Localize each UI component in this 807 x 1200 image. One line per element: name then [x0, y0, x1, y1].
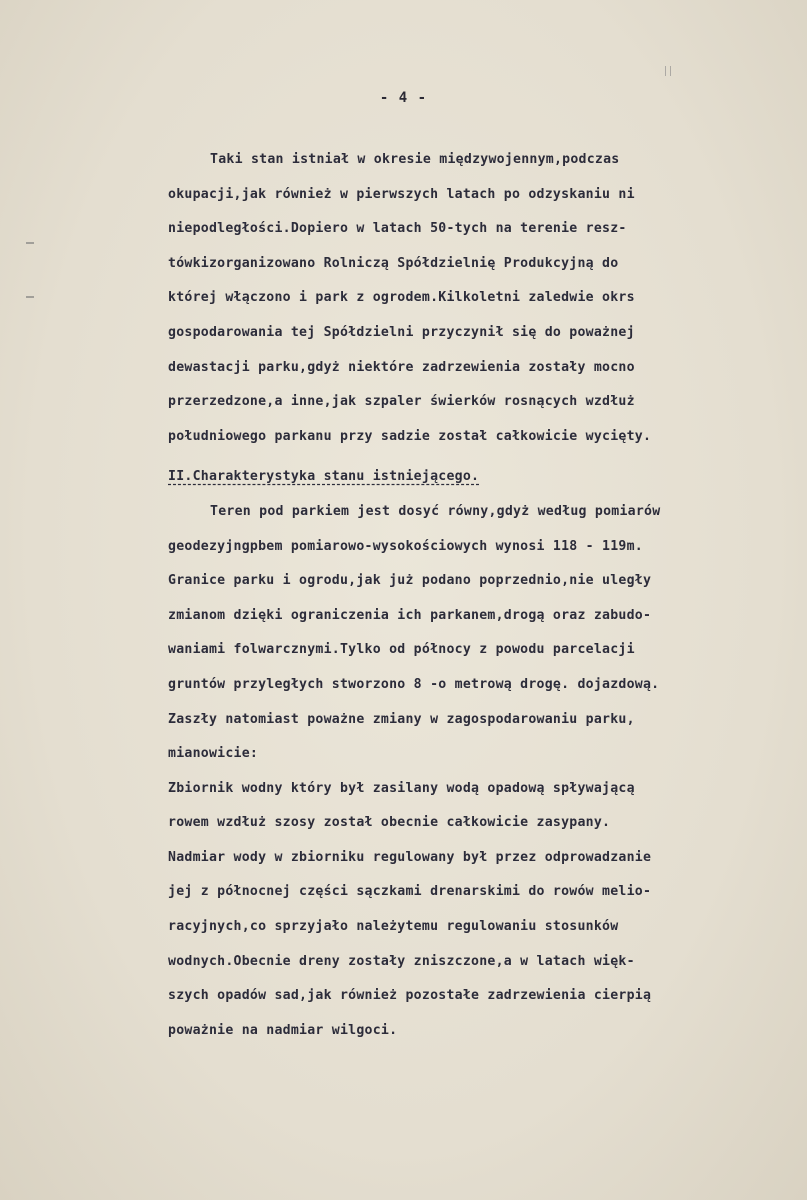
text-line: Taki stan istniał w okresie międzywojennym,podczas	[210, 152, 620, 167]
text-line: której włączono i park z ogrodem.Kilkoletni zaledwie okrs	[168, 290, 635, 306]
text-line: Zaszły natomiast poważne zmiany w zagospodarowaniu parku,	[168, 711, 635, 727]
text-line: dewastacji parku,gdyż niektóre zadrzewienia zostały mocno	[168, 359, 635, 375]
text-line: Granice parku i ogrodu,jak już podano poprzednio,nie uległy	[168, 573, 652, 589]
text-line: gospodarowania tej Spółdzielni przyczynił się do poważnej	[168, 324, 635, 340]
text-line: mianowicie:	[168, 746, 259, 762]
text-line: Nadmiar wody w zbiorniku regulowany był przez odprowadzanie	[168, 849, 652, 865]
text-line: szych opadów sad,jak również pozostałe zadrzewienia cierpią	[168, 988, 652, 1004]
margin-mark	[26, 296, 34, 298]
text-line: Zbiornik wodny który był zasilany wodą opadową spływającą	[168, 780, 635, 796]
text-line: gruntów przyległych stworzono 8 -o metrową drogę. dojazdową.	[168, 676, 660, 692]
page-number: - 4 -	[379, 90, 428, 106]
text-line: poważnie na nadmiar wilgoci.	[168, 1022, 398, 1038]
text-line: geodezyjngpbem pomiarowo-wysokościowych wynosi 118 - 119m.	[168, 538, 643, 554]
text-line: Teren pod parkiem jest dosyć równy,gdyż według pomiarów	[210, 503, 661, 519]
text-line: zmianom dzięki ograniczenia ich parkanem,drogą oraz zabudo-	[168, 607, 652, 623]
text-line: waniami folwarcznymi.Tylko od północy z powodu parcelacji	[168, 642, 635, 658]
text-line: racyjnych,co sprzyjało należytemu regulowaniu stosunków	[168, 919, 619, 935]
text-line: przerzedzone,a inne,jak szpaler świerków rosnących wzdłuż	[168, 394, 635, 410]
text-line: tówkizorganizowano Rolniczą Spółdzielnię Produkcyjną do	[168, 255, 619, 271]
body-text	[168, 148, 768, 1053]
text-line: jej z północnej części sączkami drenarskimi do rowów melio-	[168, 884, 652, 900]
staple-mark	[665, 66, 671, 76]
margin-mark	[26, 242, 34, 244]
text-line: wodnych.Obecnie dreny zostały zniszczone,a w latach więk-	[168, 953, 635, 969]
text-line: okupacji,jak również w pierwszych latach po odzyskaniu ni	[168, 186, 635, 202]
text-line: niepodległości.Dopiero w latach 50-tych na terenie resz-	[168, 221, 627, 237]
section-heading: II.Charakterystyka stanu istniejącego.	[168, 469, 480, 485]
text-line: rowem wzdłuż szosy został obecnie całkowicie zasypany.	[168, 815, 611, 831]
text-line: południowego parkanu przy sadzie został całkowicie wycięty.	[168, 428, 652, 444]
